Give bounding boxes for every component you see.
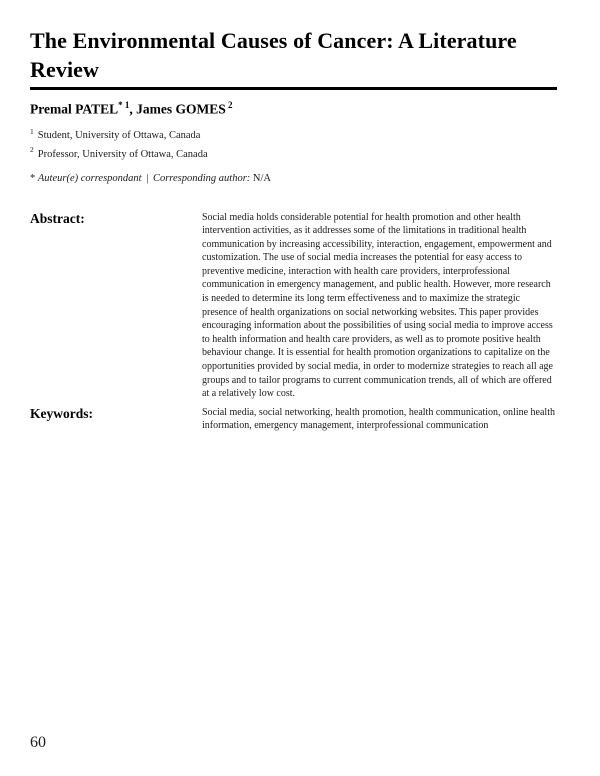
affiliation-text-1: Student, University of Ottawa, Canada bbox=[37, 130, 201, 141]
page-title: The Environmental Causes of Cancer: A Literature Review bbox=[30, 28, 517, 82]
correspondence-line bbox=[30, 172, 557, 186]
authors-line bbox=[30, 97, 557, 118]
abstract-label: Abstract: bbox=[30, 210, 85, 226]
page-footer bbox=[30, 734, 46, 752]
correspondence-label-fr: Auteur(e) correspondant bbox=[37, 172, 142, 184]
abstract-section bbox=[30, 211, 557, 401]
page-content bbox=[0, 26, 600, 433]
affiliation-text-2: Professor, University of Ottawa, Canada bbox=[37, 148, 208, 160]
author-marker-2: 2 bbox=[225, 100, 233, 110]
keywords-label: Keywords: bbox=[30, 405, 93, 421]
page-number: 60 bbox=[30, 734, 46, 751]
title-divider-rule bbox=[30, 87, 557, 90]
author-name-2: James GOMES bbox=[136, 101, 226, 117]
keywords-text: Social media, social networking, health promotion, health communication, online health information, emergency management, interprofessional communication bbox=[202, 406, 555, 432]
affiliation-line-2 bbox=[30, 143, 557, 162]
affiliation-marker-2: 2 bbox=[30, 145, 34, 154]
author-separator: , bbox=[129, 101, 137, 117]
affiliations-block bbox=[30, 125, 557, 162]
author-name-1: Premal PATEL bbox=[30, 101, 119, 117]
correspondence-prefix: * bbox=[30, 172, 36, 184]
correspondence-label-en: Corresponding author: bbox=[152, 172, 251, 184]
correspondence-divider: | bbox=[146, 172, 149, 184]
metadata-sections bbox=[30, 211, 557, 434]
affiliation-line-1 bbox=[30, 125, 557, 144]
correspondence-value: N/A bbox=[252, 172, 271, 184]
author-marker-1: * 1 bbox=[118, 100, 130, 110]
keywords-section bbox=[30, 406, 557, 433]
abstract-text: Social media holds considerable potential for health promotion and other health intervention activities, as it addresses some of the limitations in traditional health communication by increasing accessibility, interaction, engagement, empowerment and customization. The use of social media increases the potential for easy access to preventive medicine, interaction with health care providers, interprofessional communication in emergency management, and public health. However, more research is needed to determine its long term effectiveness and to maximize the strategic presence of health organizations on social networking websites. This paper provides encouraging information about the possibilities of using social media to improve access to health information and health care providers, as well as to promote positive health behaviour change. It is essential for health promotion organizations to capitalize on the opportunities provided by social media, in order to modernize strategies to reach all age groups and to tailor programs to current communication trends, all of which are offered at a relatively low cost. bbox=[202, 211, 553, 400]
affiliation-marker-1: 1 bbox=[30, 126, 34, 136]
